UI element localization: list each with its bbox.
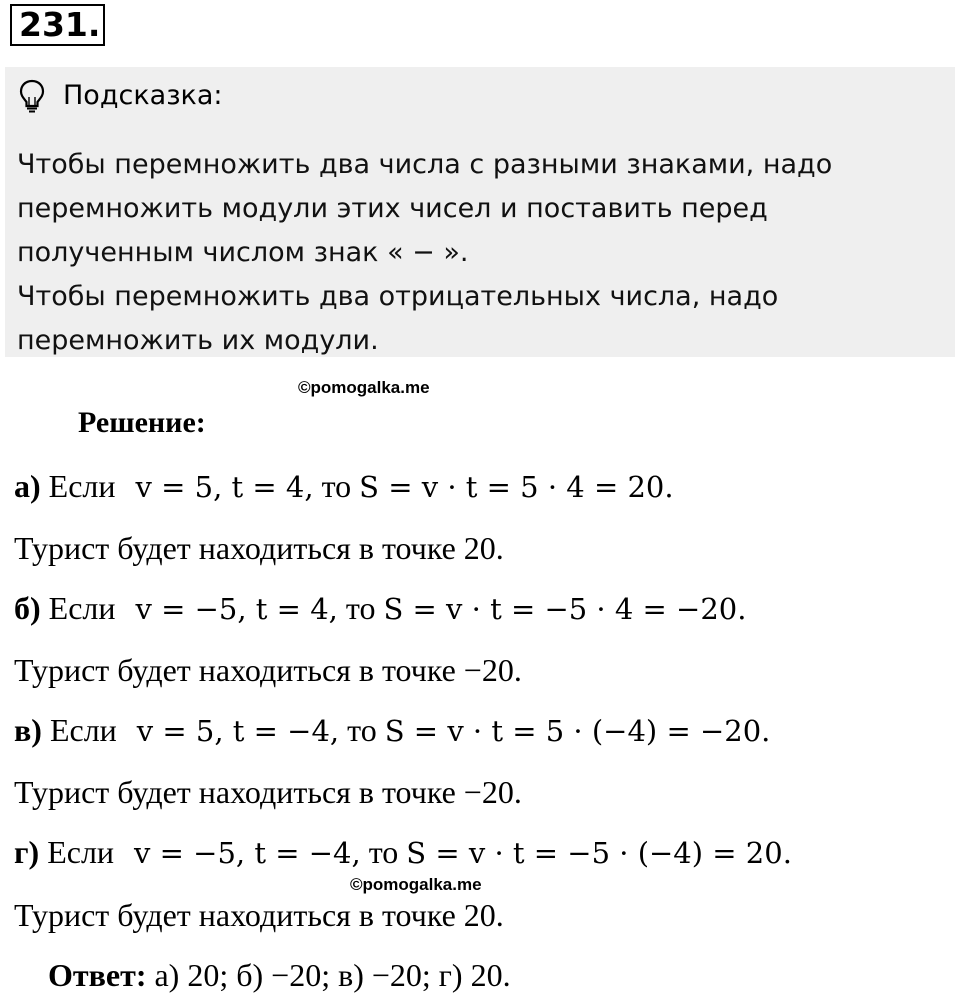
task-number: 231. (10, 4, 105, 46)
item-given: v = −5, t = 4, (135, 592, 338, 626)
item-given: v = 5, t = 4, (135, 470, 314, 504)
answer-label: Ответ: (48, 957, 147, 993)
hint-title: Подсказка: (63, 80, 223, 111)
item-formula: S = v · t = 5 · 4 = 20. (359, 470, 674, 504)
item-result: Турист будет находиться в точке 20. (14, 530, 504, 566)
item-letter: б) (14, 590, 41, 626)
item-given: v = 5, t = −4, (136, 714, 340, 748)
item-then: то (368, 834, 399, 870)
solution-item-g (14, 832, 792, 873)
answer-text: а) 20; б) −20; в) −20; г) 20. (154, 957, 511, 993)
item-letter: в) (14, 712, 42, 748)
item-formula: S = v · t = −5 · 4 = −20. (383, 592, 747, 626)
item-formula: S = v · t = 5 · (−4) = −20. (384, 714, 771, 748)
item-letter: а) (14, 468, 41, 504)
hint-line: Чтобы перемножить два числа с разными знаками, надо (17, 149, 833, 180)
item-letter: г) (14, 834, 40, 870)
solution-item-a (14, 466, 674, 507)
solution-heading: Решение: (78, 406, 206, 439)
item-given: v = −5, t = −4, (134, 836, 361, 870)
hint-line: перемножить модули этих чисел и поставить перед (17, 193, 768, 224)
item-result: Турист будет находиться в точке −20. (14, 774, 522, 810)
item-then: то (345, 590, 376, 626)
hint-box (5, 67, 955, 357)
hint-line: перемножить их модули. (17, 325, 379, 356)
item-if: Если (49, 712, 117, 748)
item-formula: S = v · t = −5 · (−4) = 20. (406, 836, 792, 870)
watermark: ©pomogalka.me (350, 875, 482, 894)
item-result: Турист будет находиться в точке −20. (14, 652, 522, 688)
item-then: то (321, 468, 352, 504)
item-if: Если (48, 590, 116, 626)
solution-item-b (14, 588, 746, 629)
item-if: Если (47, 834, 115, 870)
hint-line: полученным числом знак « − ». (17, 237, 469, 268)
item-then: то (347, 712, 377, 748)
lightbulb-icon (19, 79, 45, 113)
hint-header (19, 79, 223, 113)
item-result: Турист будет находиться в точке 20. (14, 897, 504, 933)
hint-text (17, 143, 947, 363)
hint-line: Чтобы перемножить два отрицательных числа, надо (17, 281, 779, 312)
answer (48, 955, 511, 995)
solution-item-v (14, 710, 770, 751)
watermark: ©pomogalka.me (298, 378, 430, 397)
item-if: Если (48, 468, 116, 504)
